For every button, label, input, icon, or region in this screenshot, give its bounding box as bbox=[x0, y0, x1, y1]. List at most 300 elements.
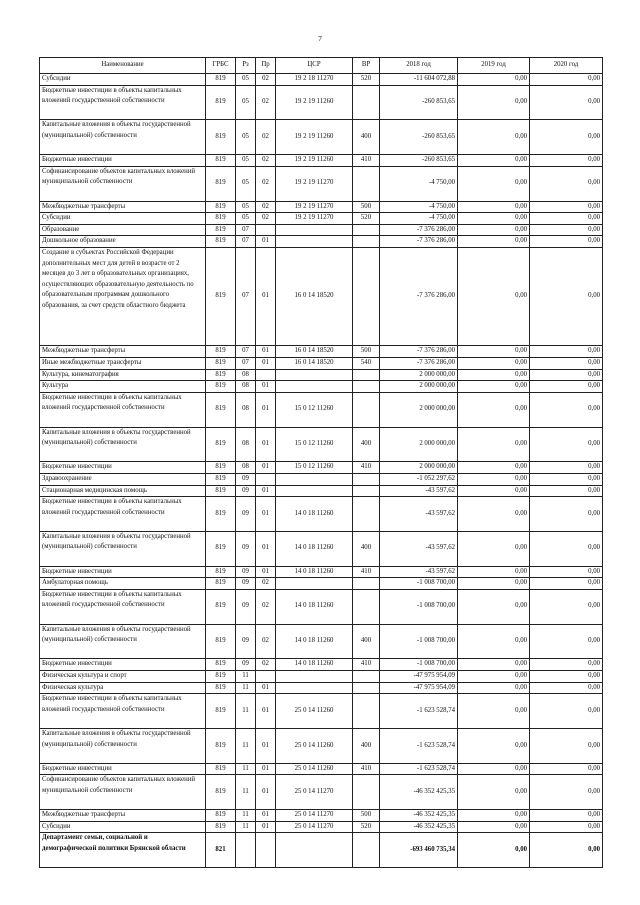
cell-2018: -47 975 954,09 bbox=[380, 682, 458, 694]
cell-2018: -4 750,00 bbox=[380, 213, 458, 225]
header-row bbox=[40, 58, 603, 74]
cell-csr: 25 0 14 11260 bbox=[276, 763, 353, 775]
table-row bbox=[40, 833, 603, 868]
cell-rz: 11 bbox=[236, 729, 256, 764]
cell-vr bbox=[353, 224, 380, 236]
cell-pr bbox=[256, 473, 276, 485]
cell-name: Департамент семьи, социальной и демографической политики Брянской области bbox=[40, 833, 206, 868]
cell-vr bbox=[353, 671, 380, 683]
cell-2018: -43 597,62 bbox=[380, 566, 458, 578]
cell-pr: 01 bbox=[256, 566, 276, 578]
cell-rz: 09 bbox=[236, 473, 256, 485]
cell-2018: 2 000 000,00 bbox=[380, 427, 458, 462]
cell-name: Дошкольное образование bbox=[40, 236, 206, 248]
cell-rz: 07 bbox=[236, 224, 256, 236]
cell-csr: 25 0 14 11270 bbox=[276, 821, 353, 833]
cell-name: Образование bbox=[40, 224, 206, 236]
cell-rz: 05 bbox=[236, 213, 256, 225]
cell-2019: 0,00 bbox=[458, 763, 530, 775]
col-header-pr: Пр bbox=[256, 58, 276, 74]
table-row bbox=[40, 224, 603, 236]
cell-name: Бюджетные инвестиции в объекты капитальных вложений государственной собственности bbox=[40, 589, 206, 624]
cell-2018: -7 376 286,00 bbox=[380, 236, 458, 248]
cell-name: Капитальные вложения в объекты государственной (муниципальной) собственности bbox=[40, 120, 206, 155]
cell-pr bbox=[256, 671, 276, 683]
cell-pr: 01 bbox=[256, 485, 276, 497]
cell-pr: 01 bbox=[256, 763, 276, 775]
cell-vr: 400 bbox=[353, 531, 380, 566]
cell-rz: 08 bbox=[236, 427, 256, 462]
cell-vr: 500 bbox=[353, 201, 380, 213]
table-row bbox=[40, 120, 603, 155]
cell-pr: 02 bbox=[256, 624, 276, 659]
cell-csr: 14 0 18 11260 bbox=[276, 566, 353, 578]
cell-2020: 0,00 bbox=[530, 166, 603, 201]
cell-grbs: 819 bbox=[206, 497, 236, 532]
cell-grbs: 819 bbox=[206, 694, 236, 729]
cell-name: Бюджетные инвестиции в объекты капитальных вложений государственной собственности bbox=[40, 497, 206, 532]
cell-rz: 08 bbox=[236, 369, 256, 381]
cell-csr bbox=[276, 236, 353, 248]
cell-grbs: 819 bbox=[206, 427, 236, 462]
table-row bbox=[40, 247, 603, 345]
table-row bbox=[40, 659, 603, 671]
table-row bbox=[40, 236, 603, 248]
table-body bbox=[40, 74, 603, 868]
cell-2020: 0,00 bbox=[530, 589, 603, 624]
cell-vr bbox=[353, 497, 380, 532]
cell-name: Культура, кинематография bbox=[40, 369, 206, 381]
cell-pr: 01 bbox=[256, 462, 276, 474]
cell-csr: 14 0 18 11260 bbox=[276, 589, 353, 624]
cell-2020: 0,00 bbox=[530, 462, 603, 474]
cell-rz: 11 bbox=[236, 775, 256, 810]
table-row bbox=[40, 213, 603, 225]
cell-2019: 0,00 bbox=[458, 531, 530, 566]
table-row bbox=[40, 201, 603, 213]
cell-name: Капитальные вложения в объекты государственной (муниципальной) собственности bbox=[40, 427, 206, 462]
cell-pr: 02 bbox=[256, 166, 276, 201]
cell-2019: 0,00 bbox=[458, 821, 530, 833]
cell-grbs: 819 bbox=[206, 775, 236, 810]
cell-rz bbox=[236, 833, 256, 868]
cell-2020: 0,00 bbox=[530, 763, 603, 775]
budget-table bbox=[39, 57, 603, 868]
cell-rz: 05 bbox=[236, 166, 256, 201]
cell-2020: 0,00 bbox=[530, 659, 603, 671]
cell-vr bbox=[353, 369, 380, 381]
cell-vr bbox=[353, 775, 380, 810]
table-row bbox=[40, 694, 603, 729]
cell-csr: 19 2 19 11270 bbox=[276, 201, 353, 213]
cell-2018: -46 352 425,35 bbox=[380, 821, 458, 833]
cell-rz: 08 bbox=[236, 381, 256, 393]
cell-2018: -11 604 072,88 bbox=[380, 74, 458, 86]
cell-name: Амбулаторная помощь bbox=[40, 578, 206, 590]
cell-2020: 0,00 bbox=[530, 247, 603, 345]
cell-csr: 19 2 19 11260 bbox=[276, 85, 353, 120]
cell-pr bbox=[256, 833, 276, 868]
cell-2019: 0,00 bbox=[458, 427, 530, 462]
table-row bbox=[40, 166, 603, 201]
cell-2020: 0,00 bbox=[530, 155, 603, 167]
cell-grbs: 819 bbox=[206, 381, 236, 393]
cell-2019: 0,00 bbox=[458, 775, 530, 810]
cell-csr: 25 0 14 11260 bbox=[276, 694, 353, 729]
cell-2020: 0,00 bbox=[530, 624, 603, 659]
cell-2019: 0,00 bbox=[458, 833, 530, 868]
table-row bbox=[40, 427, 603, 462]
cell-grbs: 819 bbox=[206, 462, 236, 474]
cell-2020: 0,00 bbox=[530, 694, 603, 729]
table-row bbox=[40, 74, 603, 86]
cell-vr bbox=[353, 166, 380, 201]
cell-2018: -4 750,00 bbox=[380, 201, 458, 213]
cell-csr: 14 0 18 11260 bbox=[276, 497, 353, 532]
cell-2018: -7 376 286,00 bbox=[380, 247, 458, 345]
cell-2020: 0,00 bbox=[530, 120, 603, 155]
cell-vr bbox=[353, 833, 380, 868]
cell-2019: 0,00 bbox=[458, 671, 530, 683]
cell-2019: 0,00 bbox=[458, 578, 530, 590]
cell-2020: 0,00 bbox=[530, 821, 603, 833]
cell-pr: 02 bbox=[256, 201, 276, 213]
cell-2020: 0,00 bbox=[530, 497, 603, 532]
cell-2019: 0,00 bbox=[458, 729, 530, 764]
cell-csr bbox=[276, 671, 353, 683]
cell-grbs: 819 bbox=[206, 247, 236, 345]
cell-rz: 11 bbox=[236, 682, 256, 694]
cell-vr: 400 bbox=[353, 427, 380, 462]
cell-rz: 09 bbox=[236, 531, 256, 566]
cell-name: Физическая культура и спорт bbox=[40, 671, 206, 683]
cell-grbs: 819 bbox=[206, 392, 236, 427]
cell-2020: 0,00 bbox=[530, 201, 603, 213]
cell-2019: 0,00 bbox=[458, 659, 530, 671]
cell-2019: 0,00 bbox=[458, 485, 530, 497]
cell-2020: 0,00 bbox=[530, 671, 603, 683]
cell-csr bbox=[276, 473, 353, 485]
cell-2020: 0,00 bbox=[530, 392, 603, 427]
cell-name: Бюджетные инвестиции bbox=[40, 155, 206, 167]
cell-grbs: 819 bbox=[206, 74, 236, 86]
cell-rz: 07 bbox=[236, 247, 256, 345]
col-header-rz: Рз bbox=[236, 58, 256, 74]
cell-2020: 0,00 bbox=[530, 224, 603, 236]
cell-2019: 0,00 bbox=[458, 357, 530, 369]
cell-name: Субсидии bbox=[40, 74, 206, 86]
cell-vr: 400 bbox=[353, 624, 380, 659]
cell-2019: 0,00 bbox=[458, 213, 530, 225]
cell-csr: 14 0 18 11260 bbox=[276, 531, 353, 566]
col-header-csr: ЦСР bbox=[276, 58, 353, 74]
table-row bbox=[40, 729, 603, 764]
cell-grbs: 819 bbox=[206, 236, 236, 248]
cell-csr: 16 0 14 18520 bbox=[276, 346, 353, 358]
cell-grbs: 819 bbox=[206, 729, 236, 764]
cell-grbs: 819 bbox=[206, 357, 236, 369]
cell-2020: 0,00 bbox=[530, 810, 603, 822]
cell-2018: 2 000 000,00 bbox=[380, 392, 458, 427]
cell-2018: -46 352 425,35 bbox=[380, 775, 458, 810]
cell-2018: 2 000 000,00 bbox=[380, 462, 458, 474]
cell-name: Бюджетные инвестиции bbox=[40, 763, 206, 775]
cell-name: Создание в субъектах Российской Федерации дополнительных мест для детей в возрасте от 2 месяцев до 3 лет в образовательных организациях, осуществляющих образовательную деятельность по образовательным программам дошкольного образования, за счет средств областного бюджета bbox=[40, 247, 206, 345]
cell-2020: 0,00 bbox=[530, 485, 603, 497]
cell-csr bbox=[276, 682, 353, 694]
cell-vr: 410 bbox=[353, 659, 380, 671]
cell-vr: 400 bbox=[353, 729, 380, 764]
cell-csr: 14 0 18 11260 bbox=[276, 659, 353, 671]
cell-rz: 09 bbox=[236, 589, 256, 624]
cell-rz: 05 bbox=[236, 74, 256, 86]
cell-pr: 01 bbox=[256, 497, 276, 532]
cell-csr: 16 0 14 18520 bbox=[276, 357, 353, 369]
cell-2018: -46 352 425,35 bbox=[380, 810, 458, 822]
cell-pr: 01 bbox=[256, 346, 276, 358]
cell-csr bbox=[276, 224, 353, 236]
cell-vr bbox=[353, 381, 380, 393]
cell-grbs: 821 bbox=[206, 833, 236, 868]
cell-2020: 0,00 bbox=[530, 357, 603, 369]
cell-pr: 01 bbox=[256, 427, 276, 462]
cell-name: Бюджетные инвестиции bbox=[40, 659, 206, 671]
cell-pr bbox=[256, 224, 276, 236]
table-row bbox=[40, 85, 603, 120]
cell-2020: 0,00 bbox=[530, 85, 603, 120]
cell-pr: 01 bbox=[256, 531, 276, 566]
cell-vr bbox=[353, 236, 380, 248]
cell-csr bbox=[276, 381, 353, 393]
cell-grbs: 819 bbox=[206, 224, 236, 236]
cell-2020: 0,00 bbox=[530, 729, 603, 764]
cell-2019: 0,00 bbox=[458, 810, 530, 822]
table-row bbox=[40, 682, 603, 694]
table-row bbox=[40, 392, 603, 427]
cell-pr: 02 bbox=[256, 74, 276, 86]
cell-name: Субсидии bbox=[40, 213, 206, 225]
cell-grbs: 819 bbox=[206, 201, 236, 213]
cell-grbs: 819 bbox=[206, 659, 236, 671]
cell-pr: 01 bbox=[256, 357, 276, 369]
cell-csr bbox=[276, 369, 353, 381]
cell-2020: 0,00 bbox=[530, 775, 603, 810]
table-row bbox=[40, 671, 603, 683]
cell-grbs: 819 bbox=[206, 473, 236, 485]
cell-2018: -47 975 954,09 bbox=[380, 671, 458, 683]
cell-csr: 19 2 19 11260 bbox=[276, 120, 353, 155]
cell-2019: 0,00 bbox=[458, 369, 530, 381]
cell-rz: 11 bbox=[236, 810, 256, 822]
cell-grbs: 819 bbox=[206, 810, 236, 822]
table-row bbox=[40, 346, 603, 358]
cell-rz: 09 bbox=[236, 624, 256, 659]
cell-name: Стационарная медицинская помощь bbox=[40, 485, 206, 497]
cell-pr: 01 bbox=[256, 729, 276, 764]
cell-vr: 410 bbox=[353, 566, 380, 578]
cell-rz: 05 bbox=[236, 120, 256, 155]
cell-name: Субсидии bbox=[40, 821, 206, 833]
cell-rz: 11 bbox=[236, 671, 256, 683]
cell-name: Бюджетные инвестиции bbox=[40, 566, 206, 578]
cell-name: Софинансирование объектов капитальных вложений муниципальной собственности bbox=[40, 166, 206, 201]
cell-2018: -7 376 286,00 bbox=[380, 224, 458, 236]
cell-2019: 0,00 bbox=[458, 462, 530, 474]
cell-2019: 0,00 bbox=[458, 566, 530, 578]
cell-2018: -4 750,00 bbox=[380, 166, 458, 201]
table-row bbox=[40, 497, 603, 532]
cell-name: Межбюджетные трансферты bbox=[40, 201, 206, 213]
cell-2018: -1 623 528,74 bbox=[380, 694, 458, 729]
cell-csr bbox=[276, 485, 353, 497]
cell-2018: 2 000 000,00 bbox=[380, 369, 458, 381]
cell-vr: 520 bbox=[353, 213, 380, 225]
cell-2019: 0,00 bbox=[458, 166, 530, 201]
cell-2019: 0,00 bbox=[458, 694, 530, 729]
cell-vr bbox=[353, 578, 380, 590]
table-row bbox=[40, 462, 603, 474]
cell-grbs: 819 bbox=[206, 166, 236, 201]
cell-rz: 09 bbox=[236, 497, 256, 532]
cell-rz: 09 bbox=[236, 485, 256, 497]
table-row bbox=[40, 369, 603, 381]
cell-2020: 0,00 bbox=[530, 566, 603, 578]
cell-2018: -260 853,65 bbox=[380, 120, 458, 155]
cell-grbs: 819 bbox=[206, 624, 236, 659]
col-header-2018: 2018 год bbox=[380, 58, 458, 74]
cell-2019: 0,00 bbox=[458, 392, 530, 427]
cell-2018: -1 052 297,62 bbox=[380, 473, 458, 485]
cell-2018: -7 376 286,00 bbox=[380, 346, 458, 358]
cell-2019: 0,00 bbox=[458, 224, 530, 236]
cell-2020: 0,00 bbox=[530, 833, 603, 868]
cell-csr: 15 0 12 11260 bbox=[276, 462, 353, 474]
cell-csr: 16 0 14 18520 bbox=[276, 247, 353, 345]
cell-vr: 500 bbox=[353, 810, 380, 822]
cell-2018: -1 008 700,00 bbox=[380, 624, 458, 659]
cell-name: Капитальные вложения в объекты государственной (муниципальной) собственности bbox=[40, 729, 206, 764]
cell-csr bbox=[276, 578, 353, 590]
cell-grbs: 819 bbox=[206, 369, 236, 381]
table-row bbox=[40, 624, 603, 659]
cell-pr: 02 bbox=[256, 578, 276, 590]
cell-2019: 0,00 bbox=[458, 381, 530, 393]
cell-name: Капитальные вложения в объекты государственной (муниципальной) собственности bbox=[40, 624, 206, 659]
cell-pr: 01 bbox=[256, 682, 276, 694]
cell-rz: 07 bbox=[236, 346, 256, 358]
cell-vr bbox=[353, 247, 380, 345]
cell-2018: -43 597,62 bbox=[380, 531, 458, 566]
cell-rz: 05 bbox=[236, 155, 256, 167]
col-header-2020: 2020 год bbox=[530, 58, 603, 74]
cell-name: Межбюджетные трансферты bbox=[40, 810, 206, 822]
cell-2019: 0,00 bbox=[458, 497, 530, 532]
cell-pr: 01 bbox=[256, 392, 276, 427]
cell-rz: 09 bbox=[236, 578, 256, 590]
cell-rz: 09 bbox=[236, 659, 256, 671]
cell-2020: 0,00 bbox=[530, 381, 603, 393]
cell-2020: 0,00 bbox=[530, 427, 603, 462]
cell-csr: 15 0 12 11260 bbox=[276, 392, 353, 427]
cell-2018: -1 623 528,74 bbox=[380, 729, 458, 764]
cell-grbs: 819 bbox=[206, 821, 236, 833]
col-header-name: Наименование bbox=[40, 58, 206, 74]
cell-2018: -1 623 528,74 bbox=[380, 763, 458, 775]
cell-vr: 520 bbox=[353, 821, 380, 833]
cell-2019: 0,00 bbox=[458, 247, 530, 345]
cell-grbs: 819 bbox=[206, 531, 236, 566]
cell-pr: 02 bbox=[256, 589, 276, 624]
cell-grbs: 819 bbox=[206, 85, 236, 120]
cell-2019: 0,00 bbox=[458, 120, 530, 155]
table-row bbox=[40, 821, 603, 833]
cell-grbs: 819 bbox=[206, 213, 236, 225]
cell-rz: 05 bbox=[236, 201, 256, 213]
cell-pr: 02 bbox=[256, 213, 276, 225]
cell-grbs: 819 bbox=[206, 682, 236, 694]
cell-2019: 0,00 bbox=[458, 85, 530, 120]
cell-grbs: 819 bbox=[206, 120, 236, 155]
cell-grbs: 819 bbox=[206, 485, 236, 497]
cell-name: Иные межбюджетные трансферты bbox=[40, 357, 206, 369]
cell-name: Бюджетные инвестиции в объекты капитальных вложений государственной собственности bbox=[40, 392, 206, 427]
cell-2019: 0,00 bbox=[458, 74, 530, 86]
cell-vr: 520 bbox=[353, 74, 380, 86]
cell-2020: 0,00 bbox=[530, 531, 603, 566]
cell-pr: 01 bbox=[256, 821, 276, 833]
cell-2020: 0,00 bbox=[530, 369, 603, 381]
cell-csr: 19 2 18 11270 bbox=[276, 74, 353, 86]
cell-2020: 0,00 bbox=[530, 682, 603, 694]
cell-csr bbox=[276, 833, 353, 868]
table-row bbox=[40, 775, 603, 810]
cell-2018: -260 853,65 bbox=[380, 155, 458, 167]
cell-rz: 07 bbox=[236, 236, 256, 248]
cell-grbs: 819 bbox=[206, 589, 236, 624]
cell-name: Софинансирование объектов капитальных вложений муниципальной собственности bbox=[40, 775, 206, 810]
cell-grbs: 819 bbox=[206, 566, 236, 578]
cell-2018: -1 008 700,00 bbox=[380, 659, 458, 671]
cell-vr bbox=[353, 392, 380, 427]
cell-name: Бюджетные инвестиции bbox=[40, 462, 206, 474]
cell-vr: 400 bbox=[353, 120, 380, 155]
cell-2020: 0,00 bbox=[530, 473, 603, 485]
cell-name: Физическая культура bbox=[40, 682, 206, 694]
cell-2020: 0,00 bbox=[530, 236, 603, 248]
table-row bbox=[40, 810, 603, 822]
cell-2020: 0,00 bbox=[530, 578, 603, 590]
cell-pr: 02 bbox=[256, 120, 276, 155]
cell-2019: 0,00 bbox=[458, 473, 530, 485]
cell-2020: 0,00 bbox=[530, 213, 603, 225]
cell-2018: -1 008 700,00 bbox=[380, 578, 458, 590]
cell-2018: -7 376 286,00 bbox=[380, 357, 458, 369]
cell-2018: -260 853,65 bbox=[380, 85, 458, 120]
cell-rz: 08 bbox=[236, 462, 256, 474]
cell-rz: 11 bbox=[236, 694, 256, 729]
cell-csr: 19 2 19 11270 bbox=[276, 166, 353, 201]
cell-pr: 02 bbox=[256, 85, 276, 120]
cell-vr: 410 bbox=[353, 763, 380, 775]
cell-pr: 01 bbox=[256, 810, 276, 822]
cell-vr bbox=[353, 473, 380, 485]
cell-2018: -43 597,62 bbox=[380, 485, 458, 497]
cell-2020: 0,00 bbox=[530, 346, 603, 358]
cell-pr: 02 bbox=[256, 659, 276, 671]
cell-pr: 01 bbox=[256, 775, 276, 810]
cell-2018: -1 008 700,00 bbox=[380, 589, 458, 624]
cell-vr bbox=[353, 485, 380, 497]
